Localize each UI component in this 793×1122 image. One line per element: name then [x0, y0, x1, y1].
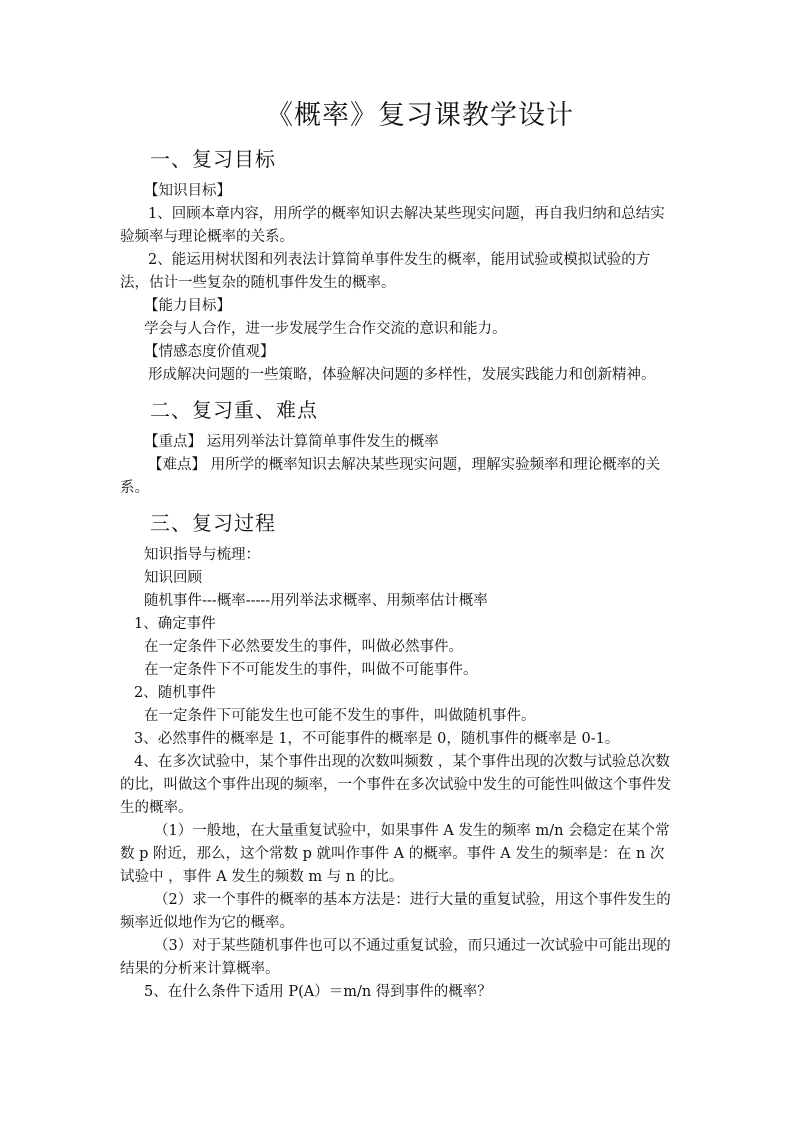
- knowledge-goal-label: 【知识目标】: [144, 183, 231, 199]
- emotion-goal-text: 形成解决问题的一些策略，体验解决问题的多样性，发展实践能力和创新精神。: [148, 367, 656, 383]
- certain-event-line-2: 在一定条件下不可能发生的事件，叫做不可能事件。: [144, 662, 478, 678]
- random-event-title: 2、随机事件: [134, 685, 216, 701]
- key-point-text: 【重点】 运用列举法计算简单事件发生的概率: [144, 434, 439, 450]
- sub-item-1: （1）一般地，在大量重复试验中，如果事件 A 发生的频率 m/n 会稳定在某个常数 p 附近，那么，这个常数 p 就叫作事件 A 的概率。事件 A 发生的频率是：在 n 次试验中 ，事件 A 发生的频数 m 与 n 的比。: [120, 823, 670, 885]
- certain-event-title: 1、确定事件: [134, 616, 216, 632]
- certain-event-line-1: 在一定条件下必然要发生的事件，叫做必然事件。: [144, 639, 463, 655]
- difficult-point-text: 【难点】 用所学的概率知识去解决某些现实问题，理解实验频率和理论概率的关系。: [120, 457, 661, 496]
- review-text: 知识回顾: [144, 570, 202, 586]
- document-title: 《概率》复习课教学设计: [266, 100, 574, 131]
- knowledge-goal-item-2: 2、能运用树状图和列表法计算简单事件发生的概率，能用试验或模拟试验的方法，估计一些复杂的随机事件发生的概率。: [120, 252, 651, 291]
- ability-goal-label: 【能力目标】: [144, 298, 231, 314]
- concept-chain-text: 随机事件---概率-----用列举法求概率、用频率估计概率: [144, 593, 488, 609]
- ability-goal-text: 学会与人合作，进一步发展学生合作交流的意识和能力。: [144, 321, 507, 337]
- document-body: [120, 142, 674, 1004]
- knowledge-goal-item-1: 1、回顾本章内容，用所学的概率知识去解决某些现实问题，再自我归纳和总结实验频率与理论概率的关系。: [120, 206, 665, 245]
- section-heading-goals: 一、复习目标: [150, 147, 276, 171]
- probability-range-text: 3、必然事件的概率是 1，不可能事件的概率是 0，随机事件的概率是 0-1。: [134, 731, 620, 747]
- guide-text: 知识指导与梳理：: [144, 547, 260, 563]
- emotion-goal-label: 【情感态度价值观】: [144, 344, 275, 360]
- condition-question-text: 5、在什么条件下适用 P(A）＝m/n 得到事件的概率？: [144, 984, 492, 1000]
- frequency-definition-text: 4、在多次试验中，某个事件出现的次数叫频数 ，某个事件出现的次数与试验总次数的比，叫做这个事件出现的频率，一个事件在多次试验中发生的可能性叫做这个事件发生的概率。: [120, 754, 671, 816]
- sub-item-2: （2）求一个事件的概率的基本方法是：进行大量的重复试验，用这个事件发生的频率近似地作为它的概率。: [120, 892, 671, 931]
- random-event-line-1: 在一定条件下可能发生也可能不发生的事件，叫做随机事件。: [144, 708, 536, 724]
- sub-item-3: （3）对于某些随机事件也可以不通过重复试验，而只通过一次试验中可能出现的结果的分析来计算概率。: [120, 938, 671, 977]
- section-heading-process: 三、复习过程: [150, 511, 276, 535]
- section-heading-key-points: 二、复习重、难点: [150, 398, 318, 422]
